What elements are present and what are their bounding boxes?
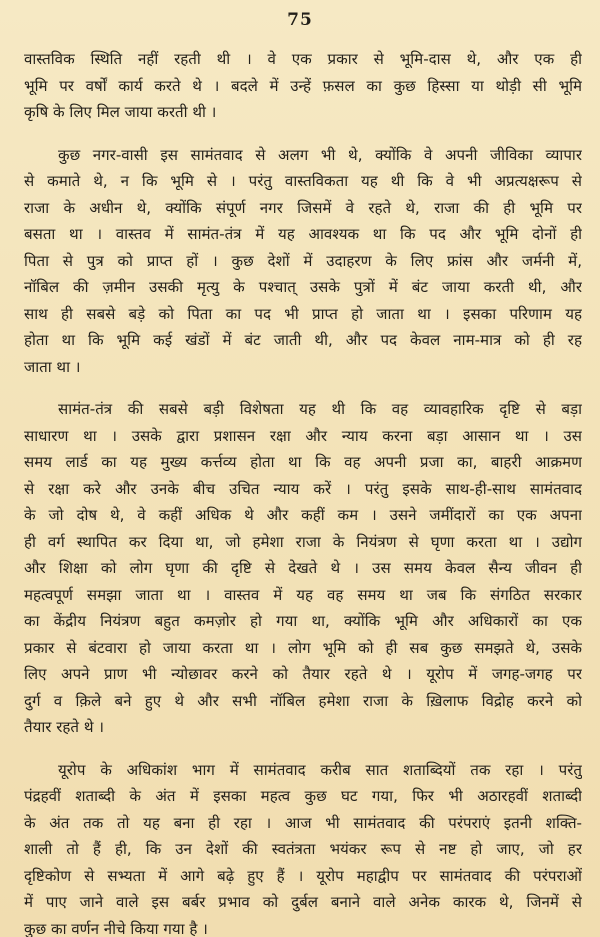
paragraph	[24, 757, 582, 937]
text-line: कुछ का वर्णन नीचे किया गया है ।	[24, 919, 208, 937]
text-line: महत्वपूर्ण समझा जाता था । वास्तव में यह वह समय था जब कि संगठित सरकार	[24, 585, 582, 604]
page-number: 75	[287, 10, 313, 30]
text-line: बसता था । वास्तव में सामंत-तंत्र में यह आवश्यक था कि पद और भूमि दोनों ही	[24, 225, 582, 243]
text-line: सामंत-तंत्र की सबसे बड़ी विशेषता यह थी कि वह व्यावहारिक दृष्टि से बड़ा	[58, 400, 582, 418]
text-line: कृषि के लिए मिल जाया करती थी ।	[24, 103, 217, 121]
text-line: वास्तविक स्थिति नहीं रहती थी । वे एक प्रकार से भूमि-दास थे, और एक ही	[24, 50, 582, 68]
text-line: भूमि पर वर्षों कार्य करते थे । बदले में उन्हें फ़सल का कुछ हिस्सा या थोड़ी सी भूमि	[24, 76, 582, 95]
text-line: जाता था ।	[24, 357, 81, 376]
text-line: समय लार्ड का यह मुख्य कर्त्तव्य होता था कि वह अपनी प्रजा का, बाहरी आक्रमण	[24, 453, 582, 471]
paragraph	[24, 142, 582, 381]
text-line: राजा के अधीन थे, क्योंकि संपूर्ण नगर जिसमें वे रहते थे, राजा की ही भूमि पर	[24, 198, 582, 217]
text-line: लिए अपने प्राण भी न्योछावर करने को तैयार रहते थे । यूरोप में जगह-जगह पर	[24, 665, 582, 683]
text-line: तैयार रहते थे ।	[24, 718, 104, 736]
text-line: ही वर्ग स्थापित कर दिया था, जो हमेशा राजा के नियंत्रण से घृणा करता था । उद्योग	[24, 532, 582, 551]
text-line: दुर्ग व क़िले बने हुए थे और सभी नॉबिल हमेशा राजा के ख़िलाफ विद्रोह करने को	[24, 691, 582, 710]
text-line: शाली तो हैं ही, कि उन देशों की स्वतंत्रता भयंकर रूप से नष्ट हो जाए, जो हर	[24, 840, 582, 858]
text-line: से रक्षा करे और उनके बीच उचित न्याय करें । परंतु इसके साथ-ही-साथ सामंतवाद	[24, 479, 582, 498]
text-line: नॉबिल की ज़मीन उसकी मृत्यु के पश्चात् उसके पुत्रों में बंट जाया करती थी, और	[24, 278, 582, 296]
text-line: और शिक्षा को लोग घृणा की दृष्टि से देखते थे । उस समय केवल सैन्य जीवन ही	[24, 559, 582, 577]
text-line: प्रकार से बंटवारा हो जाया करता था । लोग भूमि को ही सब कुछ समझते थे, उसके	[24, 638, 582, 657]
text-line: पंद्रहवीं शताब्दी के अंत में इसका महत्व कुछ घट गया, फिर भी अठारहवीं शताब्दी	[24, 787, 582, 805]
text-line: में पाए जाने वाले इस बर्बर प्रभाव को दुर्बल बनाने वाले अनेक कारक थे, जिनमें से	[24, 893, 582, 911]
text-line: साधारण था । उसके द्वारा प्रशासन रक्षा और न्याय करना बड़ा आसान था । उस	[24, 426, 582, 445]
body-text	[24, 46, 582, 937]
text-line: साथ ही सबसे बड़े को पिता का पद भी प्राप्त हो जाता था । इसका परिणाम यह	[24, 304, 582, 323]
text-line: से कमाते थे, न कि भूमि से । परंतु वास्तविकता यह थी कि वे भी अप्रत्यक्षरूप से	[24, 172, 582, 190]
text-line: का केंद्रीय नियंत्रण बहुत कमज़ोर हो गया था, क्योंकि भूमि और अधिकारों का एक	[24, 612, 582, 630]
paragraph	[24, 396, 582, 741]
text-line: दृष्टिकोण से सभ्यता में आगे बढ़े हुए हैं । यूरोप महाद्वीप पर सामंतवाद की परंपराओं	[24, 866, 582, 885]
paragraph	[24, 46, 582, 126]
text-line: के जो दोष थे, वे कहीं अधिक थे और कहीं कम । उसने जमींदारों का एक अपना	[24, 506, 582, 524]
text-line: कुछ नगर-वासी इस सामंतवाद से अलग भी थे, क्योंकि वे अपनी जीविका व्यापार	[58, 145, 582, 164]
text-line: के अंत तक तो यह बना ही रहा । आज भी सामंतवाद की परंपराएं इतनी शक्ति-	[24, 813, 582, 832]
text-line: पिता से पुत्र को प्राप्त हों । कुछ देशों में उदाहरण के लिए फ्रांस और जर्मनी में,	[24, 251, 582, 270]
text-line: होता था कि भूमि कई खंडों में बंट जाती थी, और पद केवल नाम-मात्र को ही रह	[24, 331, 582, 349]
text-line: यूरोप के अधिकांश भाग में सामंतवाद करीब सात शताब्दियों तक रहा । परंतु	[58, 760, 582, 779]
